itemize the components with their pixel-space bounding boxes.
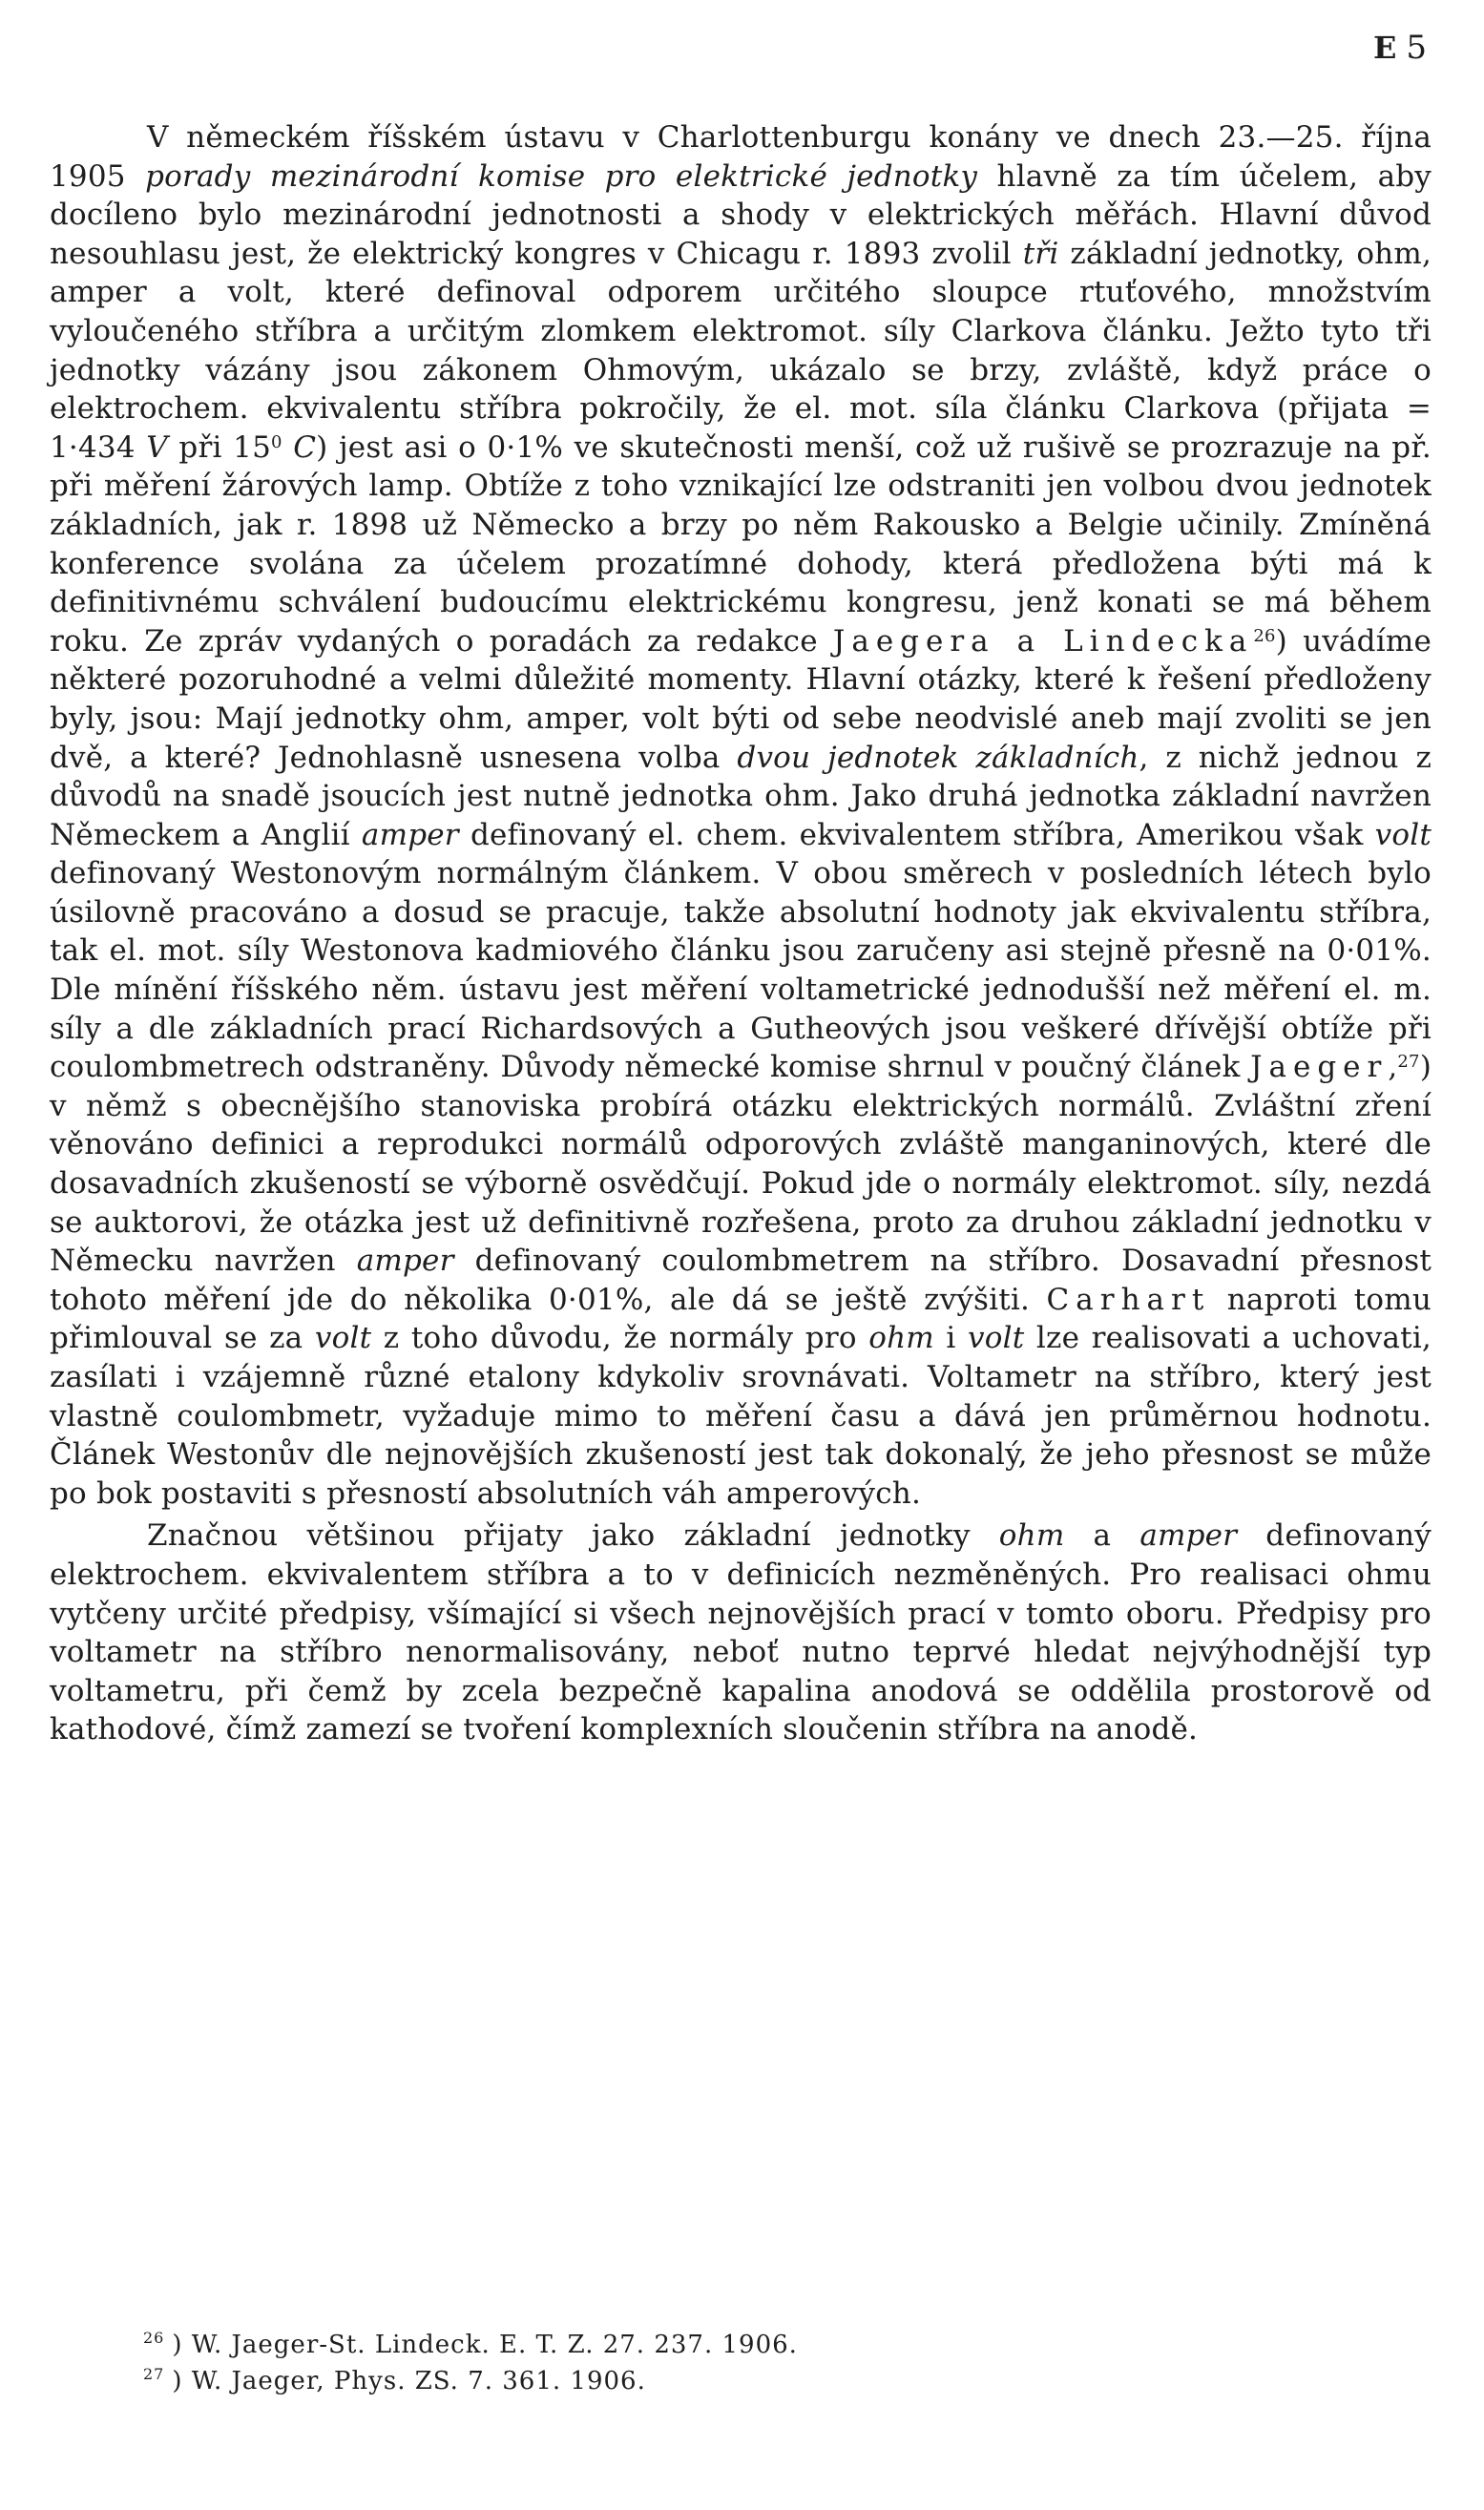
- italic-unit: C: [293, 429, 317, 465]
- italic-term: amper: [1139, 1518, 1238, 1554]
- footnote: [143, 2363, 1384, 2399]
- footnote-text: ) W. Jaeger-St. Lindeck. E. T. Z. 27. 237. 1906.: [172, 2331, 798, 2359]
- footnotes: [143, 2327, 1384, 2399]
- italic-term: volt: [968, 1321, 1025, 1356]
- page-mark: E: [1372, 30, 1397, 66]
- superscript: 0: [271, 431, 282, 452]
- page-number-value: 5: [1406, 29, 1427, 67]
- footnote-ref: 27: [1397, 1052, 1420, 1073]
- footnote: [143, 2327, 1384, 2363]
- italic-term: amper: [361, 817, 459, 852]
- spaced-name: Jaeger: [1250, 1050, 1389, 1085]
- italic-term: amper: [356, 1244, 454, 1279]
- italic-term: volt: [1374, 817, 1432, 852]
- italic-term: volt: [314, 1321, 372, 1356]
- footnote-number: 27: [143, 2365, 165, 2383]
- italic-term: tři: [1022, 236, 1059, 271]
- spaced-name: Jaegera a Lindecka: [832, 623, 1254, 659]
- body-text: [50, 118, 1432, 1749]
- spaced-name: Carhart: [1046, 1282, 1211, 1317]
- italic-term: ohm: [868, 1321, 934, 1356]
- paragraph: Značnou většinou přijaty jako základní jednotky ohm a amper definovaný elektrochem. ekvivalentem stříbra a to v definicích nezměněných. Pro realisaci ohmu vytčeny určité předpisy, všímající si všech nejnovějších prací v tomto oboru. Předpisy pro voltametr na stříbro nenormalisovány, neboť nutno teprvé hledat nejvýhodnější typ voltametru, při čemž by zcela bezpečně kapalina anodová se oddělila prostorově od kathodové, čímž zamezí se tvoření komplexních sloučenin stříbra na anodě.: [50, 1518, 1432, 1747]
- footnote-number: 26: [143, 2329, 165, 2347]
- italic-term: dvou jednotek základních: [737, 740, 1139, 775]
- footnote-ref: 26: [1253, 625, 1276, 646]
- italic-unit: V: [146, 429, 168, 465]
- italic-term: porady mezinárodní komise pro elektrické jednotky: [145, 158, 978, 194]
- footnote-text: ) W. Jaeger, Phys. ZS. 7. 361. 1906.: [172, 2367, 646, 2395]
- page-number: [1373, 29, 1427, 67]
- paragraph: V německém říšském ústavu v Charlottenburgu konány ve dnech 23.—25. října 1905 porady mezinárodní komise pro elektrické jednotky hlavně za tím účelem, aby docíleno bylo mezinárodní jednotnosti a shody v elektrických měřách. Hlavní důvod nesouhlasu jest, že elektrický kongres v Chicagu r. 1893 zvolil tři základní jednotky, ohm, amper a volt, které definoval odporem určitého sloupce rtuťového, množstvím vyloučeného stříbra a určitým zlomkem elektromot. síly Clarkova článku. Ježto tyto tři jednotky vázány jsou zákonem Ohmovým, ukázalo se brzy, zvláště, když práce o elektrochem. ekvivalentu stříbra pokročily, že el. mot. síla článku Clarkova (přijata = 1·434 V při $15^0$ C) jest asi o 0·1% ve skutečnosti menší, což už rušivě se prozrazuje na př. při měření žárových lamp. Obtíže z toho vznikající lze odstraniti jen volbou dvou jednotek základních, jak r. 1898 už Německo a brzy po něm Rakousko a Belgie učinily. Zmíněná konference svolána za účelem prozatímné dohody, která předložena býti má k definitivnému schválení budoucímu elektrickému kongresu, jenž konati se má během roku. Ze zpráv vydaných o poradách za redakce Jaegera a Lindecka$^{26}$) uvádíme některé pozoruhodné a velmi důležité momenty. Hlavní otázky, které k řešení předloženy byly, jsou: Mají jednotky ohm, amper, volt býti od sebe neodvislé aneb mají zvoliti se jen dvě, a které? Jednohlasně usnesena volba dvou jednotek základních, z nichž jednou z důvodů na snadě jsoucích jest nutně jednotka ohm. Jako druhá jednotka základní navržen Německem a Anglií amper definovaný el. chem. ekvivalentem stříbra, Amerikou však volt definovaný Westonovým normálným článkem. V obou směrech v posledních létech bylo úsilovně pracováno a dosud se pracuje, takže absolutní hodnoty jak ekvivalentu stříbra, tak el. mot. síly Westonova kadmiového článku jsou zaručeny asi stejně přesně na 0·01%. Dle mínění říšského něm. ústavu jest měření voltametrické jednodušší než měření el. m. síly a dle základních prací Richardsových a Gutheových jsou veškeré dřívější obtíže při coulombmetrech odstraněny. Důvody německé komise shrnul v poučný článek Jaeger,$^{27}$) v němž s obecnějšího stanoviska probírá otázku elektrických normálů. Zvláštní zření věnováno definici a reprodukci normálů odporových zvláště manganinových, které dle dosavadních zkušeností se výborně osvědčují. Pokud jde o normály elektromot. síly, nezdá se auktorovi, že otázka jest už definitivně rozřešena, proto za druhou základní jednotku v Německu navržen amper definovaný coulombmetrem na stříbro. Dosavadní přesnost tohoto měření jde do několika 0·01%, ale dá se ještě zvýšiti. Carhart naproti tomu přimlouval se za volt z toho důvodu, že normály pro ohm i volt lze realisovati a uchovati, zasílati i vzájemně různé etalony kdykoliv srovnávati. Voltametr na stříbro, který jest vlastně coulombmetr, vyžaduje mimo to měření času a dává jen průměrnou hodnotu. Článek Westonův dle nejnovějších zkušeností jest tak dokonalý, že jeho přesnost se může po bok postaviti s přesností absolutních váh amperových.: [50, 120, 1432, 1511]
- italic-term: ohm: [998, 1518, 1065, 1554]
